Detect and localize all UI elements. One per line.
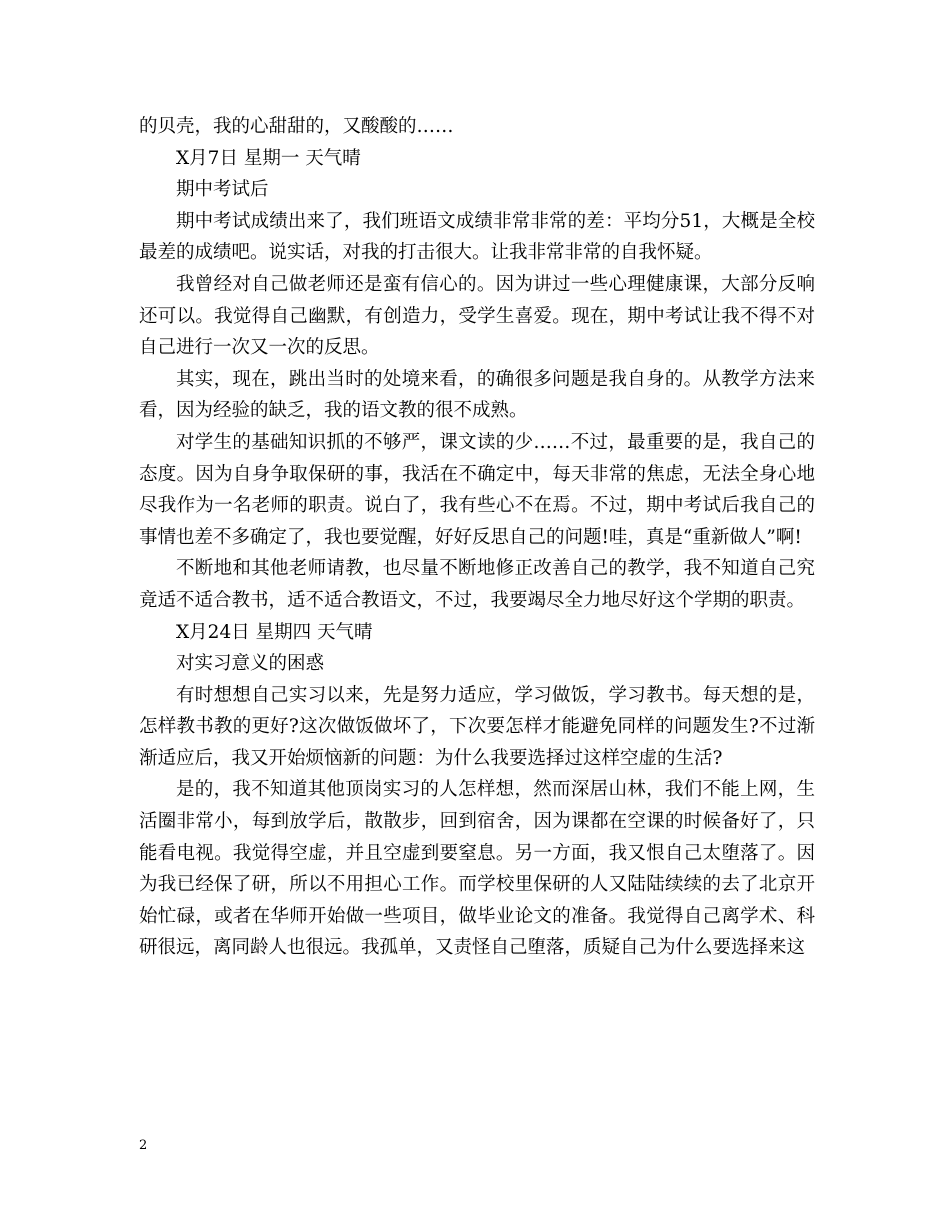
paragraph-continuation: 的贝壳，我的心甜甜的，又酸酸的……	[139, 116, 454, 137]
diary-entry-title: 对实习意义的困惑	[176, 653, 325, 675]
page-number: 2	[139, 1138, 148, 1153]
paragraph: 我曾经对自己做老师还是蛮有信心的。因为讲过一些心理健康课，大部分反响还可以。我觉得自己幽默，有创造力，受学生喜爱。现在，期中考试让我不得不对自己进行一次又一次的反思。	[139, 273, 815, 359]
diary-date-heading: X月7日 星期一 天气晴	[176, 147, 361, 169]
paragraph: 期中考试成绩出来了，我们班语文成绩非常非常的差：平均分51，大概是全校最差的成绩吧。说实话，对我的打击很大。让我非常非常的自我怀疑。	[139, 210, 815, 264]
document-body	[139, 111, 815, 964]
paragraph: 其实，现在，跳出当时的处境来看，的确很多问题是我自身的。从教学方法来看，因为经验的缺乏，我的语文教的很不成熟。	[139, 368, 815, 422]
paragraph: 是的，我不知道其他顶岗实习的人怎样想，然而深居山林，我们不能上网，生活圈非常小，每到放学后，散散步，回到宿舍，因为课都在空课的时候备好了，只能看电视。我觉得空虚，并且空虚到要窒息。另一方面，我又恨自己太堕落了。因为我已经保了研，所以不用担心工作。而学校里保研的人又陆陆续续的去了北京开始忙碌，或者在华师开始做一些项目，做毕业论文的准备。我觉得自己离学术、科研很远，离同龄人也很远。我孤单，又责怪自己堕落，质疑自己为什么要选择来这	[139, 779, 815, 959]
diary-entry-title: 期中考试后	[176, 179, 269, 201]
paragraph: 有时想想自己实习以来，先是努力适应，学习做饭，学习教书。每天想的是，怎样教书教的更好?这次做饭做坏了，下次要怎样才能避免同样的问题发生?不过渐渐适应后，我又开始烦恼新的问题：为什么我要选择过这样空虚的生活?	[139, 684, 815, 769]
paragraph: 对学生的基础知识抓的不够严，课文读的少……不过，最重要的是，我自己的态度。因为自身争取保研的事，我活在不确定中，每天非常的焦虑，无法全身心地尽我作为一名老师的职责。说白了，我有些心不在焉。不过，期中考试后我自己的事情也差不多确定了，我也要觉醒，好好反思自己的问题!哇，真是“重新做人”啊!	[139, 431, 815, 548]
diary-date-heading: X月24日 星期四 天气晴	[176, 621, 373, 643]
paragraph: 不断地和其他老师请教，也尽量不断地修正改善自己的教学，我不知道自己究竟适不适合教书，适不适合教语文，不过，我要竭尽全力地尽好这个学期的职责。	[139, 558, 815, 611]
